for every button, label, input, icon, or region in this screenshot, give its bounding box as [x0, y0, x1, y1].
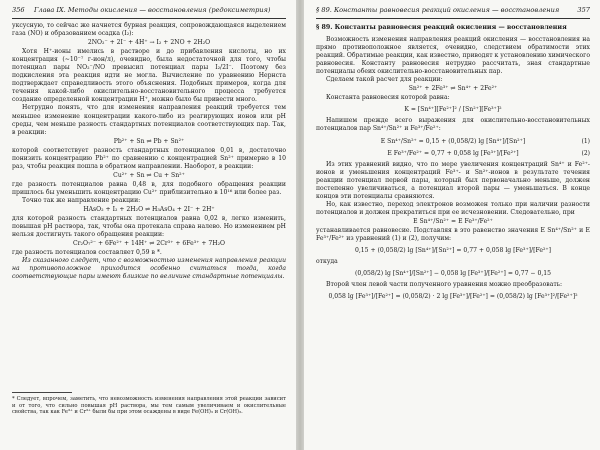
equation-number: (2): [581, 149, 590, 157]
equation-potential-fe: [316, 149, 590, 158]
equation: (0,058/2) lg [Sn⁴⁺]/[Sn²⁺] − 0,058 lg [Fe³⁺]/[Fe²⁺] = 0,77 − 0,15: [354, 270, 552, 278]
paragraph: Точно так же направление реакции:: [22, 196, 141, 204]
left-page-body: [12, 22, 286, 281]
paragraph: Сделаем такой расчет для реакции:: [326, 76, 443, 84]
paragraph: Из этих уравнений видно, что по мере увеличения концентраций Sn⁴⁺ и Fe²⁺-ионов и уменьшения концентраций Fe³⁺- и Sn²⁺-ионов в результате течения реакции потенциал первой пары, который был первоначально меньше, должен постепенно увеличиваться, а потенциал второй пары — уменьшаться. В конце концов эти потенциалы сравняются.: [316, 160, 590, 200]
left-page: [0, 0, 296, 450]
paragraph: Второй член левой части полученного уравнения можно преобразовать:: [326, 281, 563, 289]
section-title: § 89. Константы равновесия реакций окисления — восстановления: [316, 24, 567, 31]
equation-text: E Sn⁴⁺/Sn²⁺ = 0,15 + (0,058/2) lg [Sn⁴⁺]/[Sn²⁺]: [380, 137, 526, 145]
right-page: [304, 0, 600, 450]
paragraph: где разность потенциалов составляет 0,59 в *.: [12, 249, 162, 257]
equation: HAsO₂ + I₂ + 2H₂O ⇌ H₃AsO₄ + 2I⁻ + 2H⁺: [83, 206, 215, 214]
footnote: * Следует, впрочем, заметить, что невозможность изменения направления этой реакции зависит и от того, что сильно повышая pH раствора, мы тем самым увеличиваем и окислительные свойства, так как Fe³⁺ и Cr³⁺ были бы при этом осаждены в виде Fe(OH)₃ и Cr(OH)₃.: [12, 396, 286, 416]
equation: Cr₂O₇²⁻ + 6Fe²⁺ + 14H⁺ ⇌ 2Cr³⁺ + 6Fe³⁺ + 7H₂O: [72, 240, 226, 248]
paragraph: устанавливается равновесие. Подставляя в это равенство значения E Sn⁴⁺/Sn²⁺ и E Fe³⁺/Fe²⁺ из уравнений (1) и (2), получим:: [316, 226, 590, 242]
paragraph: где разность потенциалов равна 0,48 в, для подобного обращения реакции пришлось бы уменьшить концентрацию Cu²⁺ приблизительно в 10¹⁶ или более раз.: [12, 180, 286, 196]
equation: 0,15 + (0,058/2) lg [Sn⁴⁺]/[Sn²⁺] = 0,77 + 0,058 lg [Fe³⁺]/[Fe²⁺]: [354, 246, 552, 254]
paragraph: Возможность изменения направления реакций окисления — восстановления на прямо противоположное является, очевидно, следствием обратимости этих реакций. Обратимые реакции, как известно, приводят к установлению химического равновесия. Константу равновесия нетрудно рассчитать, зная стандартные потенциалы обеих окислительно-восстановительных пар.: [316, 36, 590, 76]
paragraph: Напишем прежде всего выражения для окислительно-восстановительных потенциалов пар Sn⁴⁺/Sn²⁺ и Fe³⁺/Fe²⁺:: [316, 117, 590, 133]
running-head: § 89. Константы равновесия реакций окисления — восстановления: [316, 6, 560, 14]
equation: 0,058 lg [Fe³⁺]/[Fe²⁺] = (0,058/2) · 2 lg [Fe³⁺]/[Fe²⁺] = (0,058/2) lg [Fe³⁺]²/[Fe²⁺]²: [328, 293, 578, 301]
right-page-header: [316, 6, 590, 19]
equation-number: (1): [581, 137, 590, 145]
paragraph: Но, как известно, переход электронов возможен только при наличии разности потенциалов и должен прекратиться при ее исчезновении. Следовательно, при: [316, 200, 590, 216]
paragraph: Из сказанного следует, что с возможностью изменения направления реакции на противоположное приходится особенно считаться тогда, когда соответствующие пары имеют близкие по величине стандартные потенциалы.: [12, 257, 286, 281]
equation: E Sn⁴⁺/Sn²⁺ = E Fe³⁺/Fe²⁺: [413, 217, 493, 225]
paragraph: Константа равновесия которой равна:: [326, 94, 450, 102]
right-page-body: [316, 22, 590, 304]
equation: Cu²⁺ + Sn ⇌ Cu + Sn²⁺: [113, 171, 185, 179]
paragraph: уксусную, то сейчас же начнется бурная реакция, сопровождающаяся выделением газа (NO) и образованием осадка (I₂):: [12, 22, 286, 38]
paragraph: откуда: [316, 257, 338, 265]
paragraph: которой соответствует разность стандартных потенциалов 0,01 в, достаточно понизить концентрацию Pb²⁺ по сравнению с концентрацией Sn²⁺ примерно в 10 раз, чтобы реакция пошла в обратном направлении. Наоборот, в реакции:: [12, 146, 286, 170]
equation: Pb²⁺ + Sn ⇌ Pb + Sn²⁺: [113, 137, 185, 145]
equation-text: E Fe³⁺/Fe²⁺ = 0,77 + 0,058 lg [Fe³⁺]/[Fe²⁺]: [387, 149, 519, 157]
page-number: 357: [577, 6, 590, 14]
paragraph: Нетрудно понять, что для изменения направления реакций требуется тем меньшее изменение концентрации какого-либо из реагирующих ионов или pH среды, чем меньше разность стандартных потенциалов соответствующих пар. Так, в реакции:: [12, 104, 286, 136]
left-page-header: [12, 6, 286, 19]
paragraph: Хотя H⁺-ионы имелись в растворе и до прибавления кислоты, но их концентрация (~10⁻⁷ г-ион/л), очевидно, была недостаточной для того, чтобы потенциал пары NO₂⁻/NO превысил потенциал пары I₂/2I⁻. Поэтому без подкисления эта реакция идти не могла. Вычисление по уравнению Нернста подтверждает справедливость этого объяснения. Подобных примеров, когда для течения какой-либо окислительно-восстановительного процесса требуется создание определенной концентрации H⁺, можно было бы привести много.: [12, 48, 286, 104]
equation-constant: K = [Sn⁴⁺][Fe²⁺]² / [Sn²⁺][Fe³⁺]²: [404, 106, 502, 114]
paragraph: для которой разность стандартных потенциалов равна 0,02 в, легко изменить, повышая pH раствора, так, чтобы она протекала справа налево. Но изменением pH нельзя достигнуть такого обращения реакции:: [12, 215, 286, 239]
equation: 2NO₂⁻ + 2I⁻ + 4H⁺ → I₂ + 2NO + 2H₂O: [87, 39, 211, 47]
equation-potential-sn: [316, 137, 590, 146]
page-number: 356: [12, 6, 25, 14]
footnote-rule: [12, 392, 72, 393]
equation: Sn²⁺ + 2Fe³⁺ ⇌ Sn⁴⁺ + 2Fe²⁺: [408, 85, 498, 93]
running-head: Глава IX. Методы окисления — восстановления (редоксиметрия): [34, 6, 271, 14]
book-gutter: [296, 0, 304, 450]
